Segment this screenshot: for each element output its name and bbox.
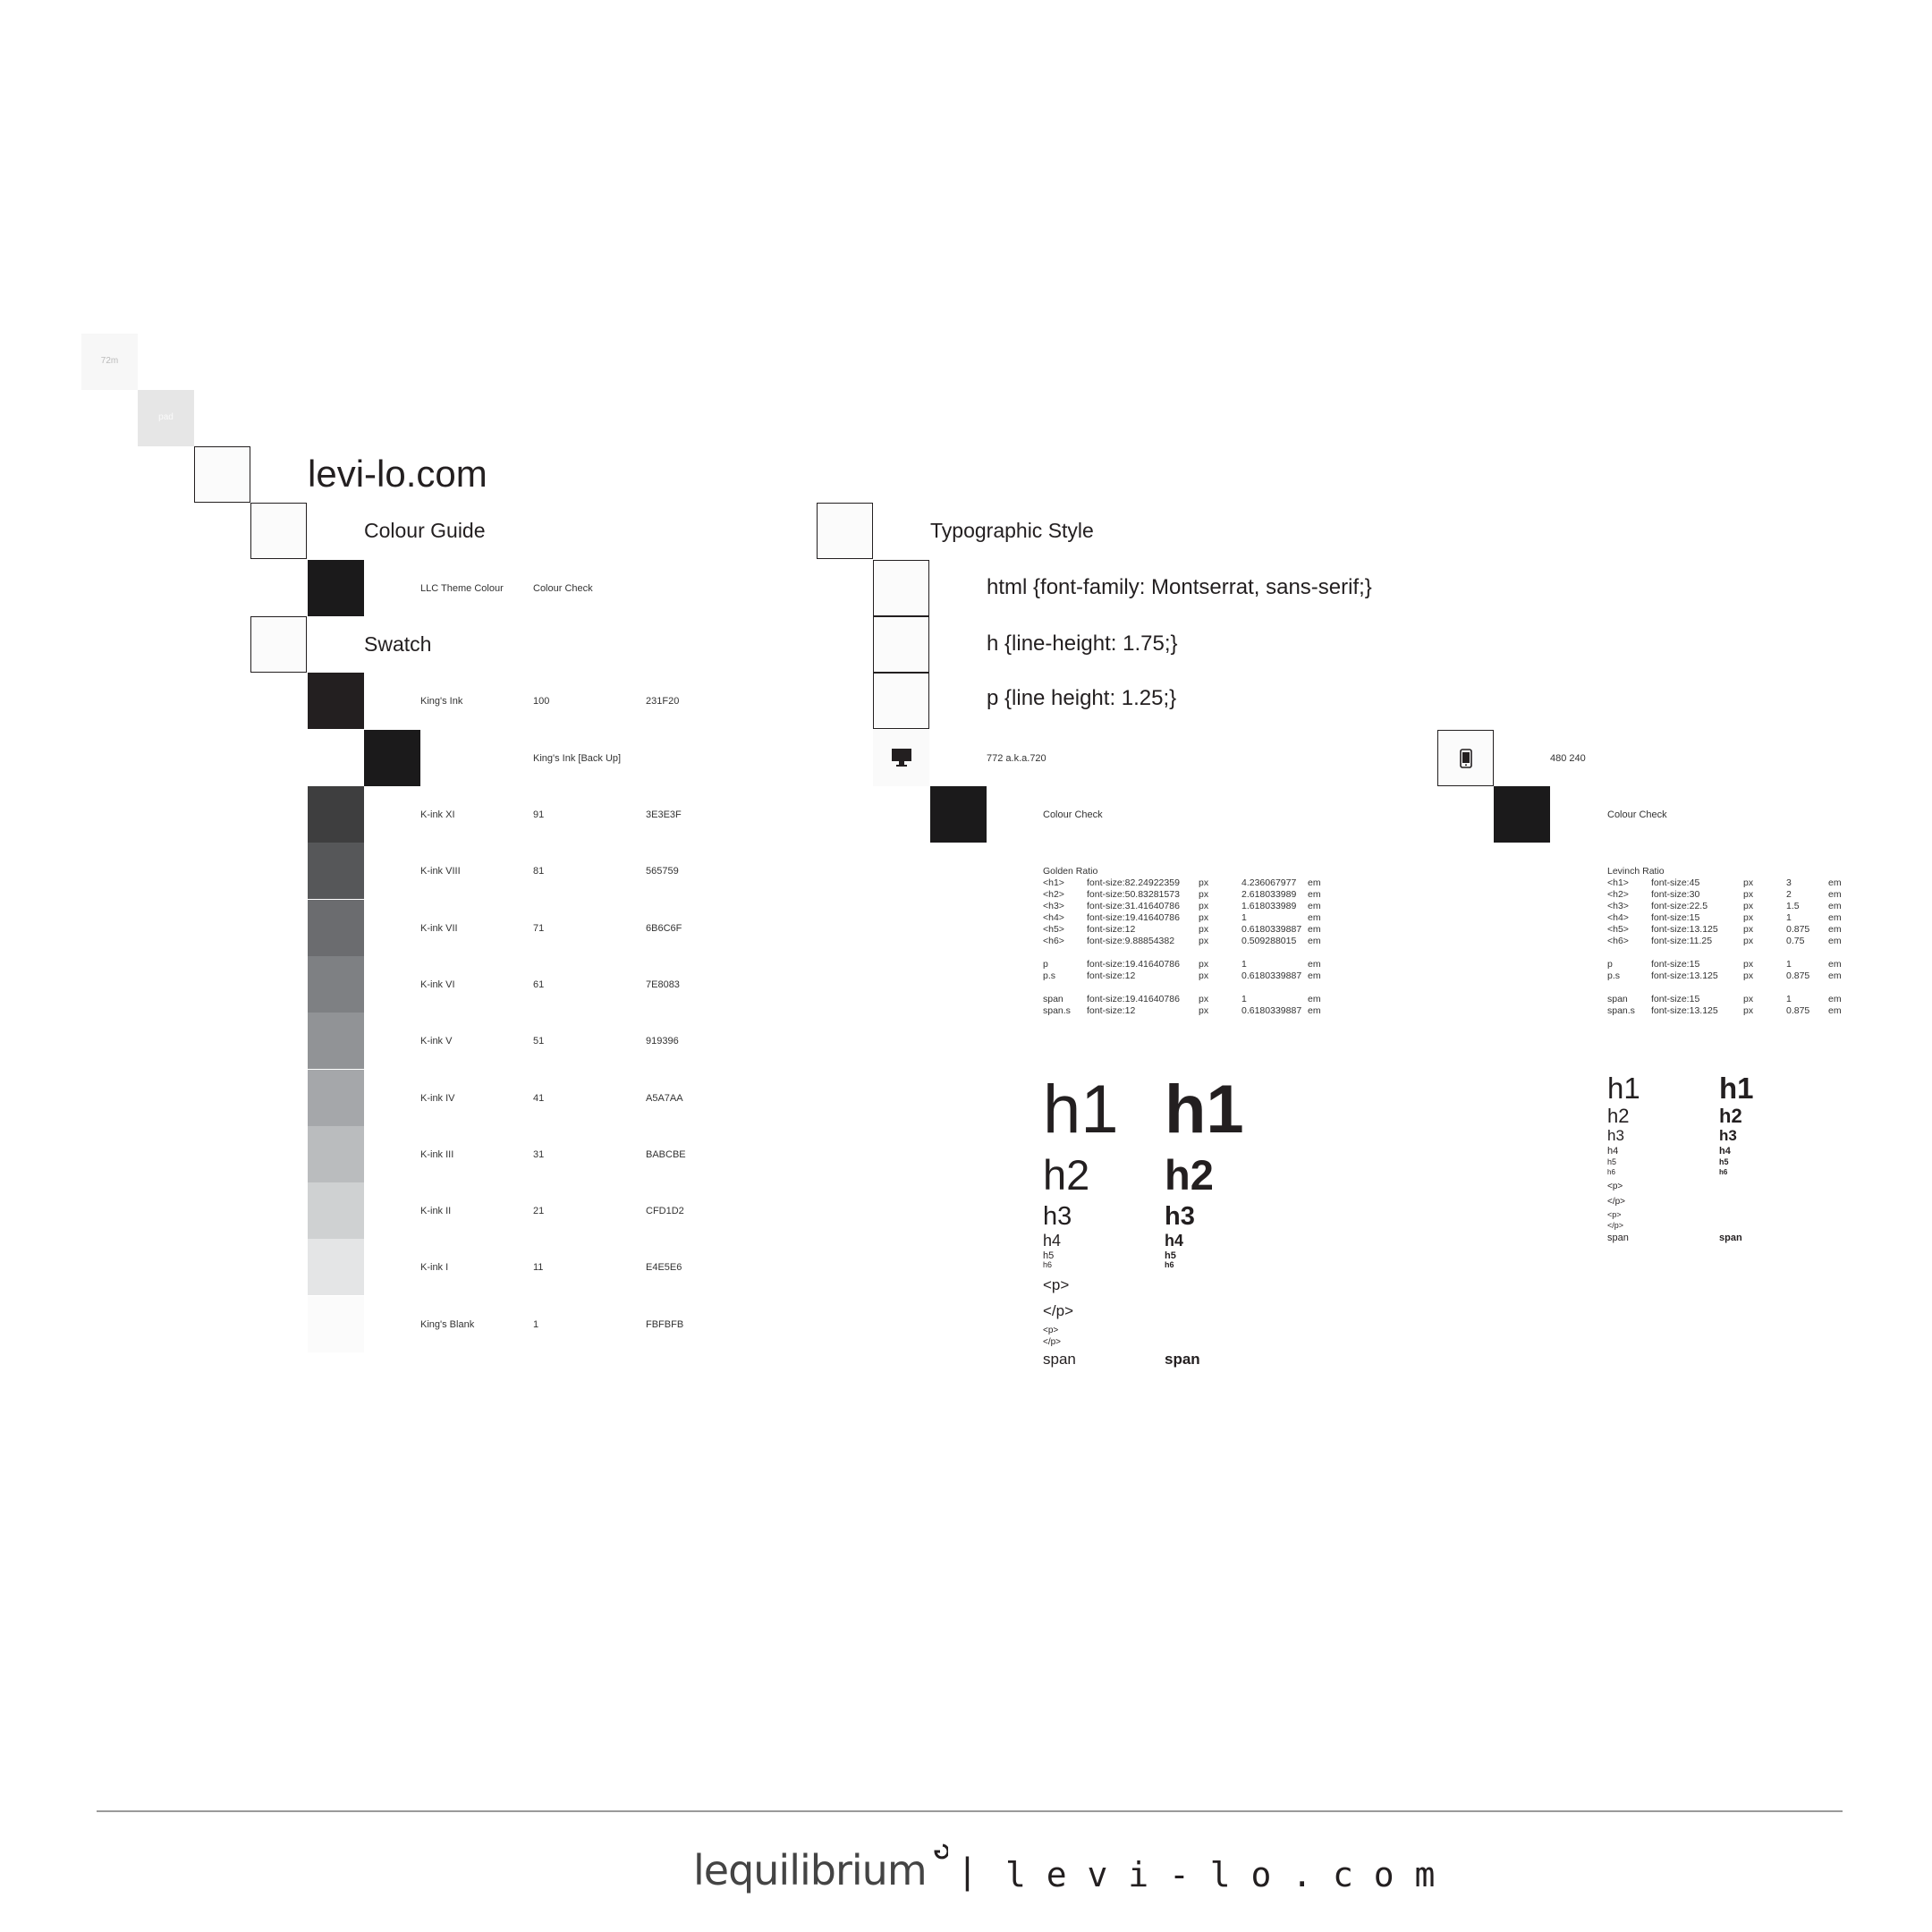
ratio-cell-size: font-size:19.41640786: [1087, 912, 1180, 923]
swatch-chip: [308, 1182, 364, 1239]
ratio-row: [1043, 970, 1338, 982]
ratio-cell-em: 2: [1786, 889, 1792, 900]
footer-brand-name: lequilibrium: [693, 1846, 927, 1894]
ratio-cell-size: font-size:30: [1651, 889, 1700, 900]
ratio-cell-em: 1: [1786, 959, 1792, 970]
ratio-cell-size: font-size:15: [1651, 959, 1700, 970]
swatch-hex: 231F20: [646, 696, 680, 707]
swatch-hex: 3E3E3F: [646, 809, 682, 820]
colour-guide-heading: Colour Guide: [364, 519, 486, 542]
mobile-phone-icon: [1460, 749, 1472, 768]
ratio-cell-emunit: em: [1828, 970, 1842, 981]
swatch-hex: 919396: [646, 1036, 679, 1047]
mobile-sample-h4-bold: h4: [1719, 1146, 1731, 1157]
golden-ratio-table: [1043, 866, 1338, 1017]
ratio-cell-tag: <h4>: [1607, 912, 1629, 923]
ratio-row: [1607, 970, 1849, 982]
ratio-cell-tag: <h6>: [1043, 936, 1064, 946]
desktop-cell: [873, 730, 929, 786]
ratio-cell-emunit: em: [1828, 936, 1842, 946]
ratio-cell-emunit: em: [1308, 924, 1321, 935]
ratio-cell-tag: p.s: [1607, 970, 1621, 981]
ratio-cell-em: 3: [1786, 877, 1792, 888]
mobile-sample-h3-bold: h3: [1719, 1127, 1737, 1144]
grid-cell-72m-label: 72m: [100, 356, 119, 366]
swatch-hex: BABCBE: [646, 1148, 686, 1160]
ratio-cell-size: font-size:45: [1651, 877, 1700, 888]
rule-marker-2: [873, 616, 929, 673]
rule-marker-3: [873, 673, 929, 729]
swatch-chip: [308, 1126, 364, 1182]
mobile-sample-h2-bold: h2: [1719, 1105, 1742, 1127]
ratio-row: [1607, 889, 1849, 901]
mobile-sample-h6-regular: h6: [1607, 1168, 1615, 1176]
ratio-cell-emunit: em: [1828, 924, 1842, 935]
desktop-sample-span-regular: span: [1043, 1351, 1076, 1368]
ratio-cell-size: font-size:13.125: [1651, 970, 1718, 981]
ratio-cell-emunit: em: [1308, 970, 1321, 981]
theme-colour-label: LLC Theme Colour: [420, 583, 504, 594]
ratio-cell-tag: <h4>: [1043, 912, 1064, 923]
ratio-row: [1607, 901, 1849, 912]
ratio-row: [1043, 889, 1338, 901]
desktop-monitor-icon: [891, 748, 912, 767]
levinch-ratio-table: [1607, 866, 1849, 1017]
desktop-sample-p-close: </p>: [1043, 1302, 1074, 1319]
mobile-sample-span-regular: span: [1607, 1233, 1629, 1243]
ratio-cell-size: font-size:19.41640786: [1087, 994, 1180, 1004]
ratio-row: [1607, 959, 1849, 970]
ratio-cell-em: 1: [1241, 959, 1247, 970]
ratio-row: [1607, 912, 1849, 924]
desktop-sample-h2-regular: h2: [1043, 1151, 1090, 1199]
ratio-row: [1043, 994, 1338, 1005]
ratio-cell-tag: <h1>: [1043, 877, 1064, 888]
ratio-cell-tag: p: [1607, 959, 1613, 970]
mobile-sample-h1-bold: h1: [1719, 1072, 1754, 1105]
swatch-value: 91: [533, 809, 545, 820]
swatch-name: K-ink VII: [420, 922, 458, 934]
rule-heading-line-height: h {line-height: 1.75;}: [987, 631, 1178, 656]
ratio-row: [1043, 959, 1338, 970]
colour-guide-marker: [250, 503, 307, 559]
footer-separator: |: [962, 1850, 972, 1892]
ratio-cell-tag: <h5>: [1607, 924, 1629, 935]
typography-marker: [817, 503, 873, 559]
ratio-cell-emunit: em: [1828, 889, 1842, 900]
ratio-cell-emunit: em: [1308, 889, 1321, 900]
ratio-cell-emunit: em: [1828, 877, 1842, 888]
ratio-cell-emunit: em: [1308, 912, 1321, 923]
ratio-cell-emunit: em: [1308, 936, 1321, 946]
desktop-sample-h6-regular: h6: [1043, 1260, 1053, 1269]
mobile-sample-h4-regular: h4: [1607, 1146, 1619, 1157]
swatch-value: 81: [533, 866, 545, 877]
swatch-name: K-ink VIII: [420, 866, 461, 877]
desktop-sample-h5-bold: h5: [1165, 1250, 1176, 1261]
ratio-cell-em: 1: [1786, 912, 1792, 923]
swatch-heading: Swatch: [364, 632, 432, 656]
desktop-sample-h1-bold: h1: [1165, 1072, 1244, 1148]
swatch-value: 61: [533, 979, 545, 990]
desktop-sample-span-bold: span: [1165, 1351, 1200, 1368]
ratio-cell-em: 0.875: [1786, 970, 1810, 981]
ratio-cell-tag: <h1>: [1607, 877, 1629, 888]
ratio-cell-size: font-size:12: [1087, 1005, 1136, 1016]
ratio-cell-size: font-size:9.88854382: [1087, 936, 1175, 946]
ratio-cell-tag: <h3>: [1043, 901, 1064, 911]
ratio-cell-tag: p.s: [1043, 970, 1056, 981]
ratio-cell-unit: px: [1199, 970, 1209, 981]
mobile-sample-h5-bold: h5: [1719, 1157, 1729, 1166]
ratio-row: [1043, 1005, 1338, 1017]
ratio-cell-size: font-size:15: [1651, 994, 1700, 1004]
swatch-chip: [308, 1239, 364, 1295]
ratio-cell-unit: px: [1199, 1005, 1209, 1016]
ratio-cell-unit: px: [1743, 959, 1754, 970]
ratio-cell-emunit: em: [1308, 877, 1321, 888]
backup-ink-chip: [364, 730, 420, 786]
mobile-colour-check-chip: [1494, 786, 1550, 843]
ratio-cell-emunit: em: [1308, 1005, 1321, 1016]
swatch-hex: 6B6C6F: [646, 922, 682, 934]
ratio-cell-emunit: em: [1828, 1005, 1842, 1016]
ratio-cell-em: 0.875: [1786, 1005, 1810, 1016]
swatch-name: K-ink V: [420, 1036, 453, 1047]
ratio-cell-unit: px: [1199, 959, 1209, 970]
ratio-row: [1607, 994, 1849, 1005]
ratio-cell-size: font-size:13.125: [1651, 924, 1718, 935]
swatch-value: 51: [533, 1036, 545, 1047]
swatch-name: K-ink XI: [420, 809, 455, 820]
ratio-row: [1607, 924, 1849, 936]
ratio-cell-em: 1: [1241, 912, 1247, 923]
swatch-hex: FBFBFB: [646, 1318, 684, 1330]
swatch-name: K-ink IV: [420, 1092, 455, 1104]
ratio-row: [1043, 912, 1338, 924]
swatch-chip: [308, 786, 364, 843]
ratio-cell-tag: <h2>: [1607, 889, 1629, 900]
swatch-chip: [308, 956, 364, 1013]
ratio-cell-emunit: em: [1308, 901, 1321, 911]
swatch-chip: [308, 1296, 364, 1352]
ratio-cell-em: 1: [1786, 994, 1792, 1004]
mobile-sample-span-bold: span: [1719, 1233, 1742, 1243]
mobile-sample-h3-regular: h3: [1607, 1127, 1624, 1144]
backup-ink-label: King's Ink [Back Up]: [533, 753, 622, 764]
ratio-cell-tag: span: [1043, 994, 1063, 1004]
footer-divider: [97, 1810, 1843, 1812]
ratio-cell-unit: px: [1199, 912, 1209, 923]
ratio-cell-tag: <h6>: [1607, 936, 1629, 946]
ratio-cell-unit: px: [1743, 889, 1754, 900]
ratio-cell-unit: px: [1199, 924, 1209, 935]
swatch-name: King's Blank: [420, 1318, 475, 1330]
ratio-row: [1607, 936, 1849, 947]
ratio-cell-size: font-size:31.41640786: [1087, 901, 1180, 911]
swatch-chip: [308, 900, 364, 956]
ratio-cell-size: font-size:12: [1087, 970, 1136, 981]
grid-cell-pad: [138, 390, 194, 446]
ratio-cell-tag: span: [1607, 994, 1628, 1004]
brand-mark-icon: [932, 1843, 948, 1860]
ratio-cell-unit: px: [1743, 936, 1754, 946]
mobile-sample-ps-close: </p>: [1607, 1221, 1624, 1230]
ratio-cell-unit: px: [1199, 889, 1209, 900]
swatch-value: 31: [533, 1148, 545, 1160]
ratio-cell-em: 0.75: [1786, 936, 1805, 946]
swatch-value: 11: [533, 1262, 544, 1274]
ratio-cell-size: font-size:82.24922359: [1087, 877, 1180, 888]
ratio-cell-unit: px: [1743, 924, 1754, 935]
swatch-value: 100: [533, 696, 550, 707]
ratio-cell-unit: px: [1743, 901, 1754, 911]
ratio-row: [1607, 1005, 1849, 1017]
mobile-sample-p-close: </p>: [1607, 1197, 1626, 1207]
ratio-cell-tag: <h3>: [1607, 901, 1629, 911]
desktop-sample-h6-bold: h6: [1165, 1260, 1174, 1269]
footer-brand: [693, 1846, 946, 1894]
ratio-cell-size: font-size:13.125: [1651, 1005, 1718, 1016]
mobile-cell: [1437, 730, 1494, 786]
ratio-cell-size: font-size:22.5: [1651, 901, 1708, 911]
swatch-chip: [308, 1013, 364, 1069]
swatch-hex: 7E8083: [646, 979, 680, 990]
ratio-cell-emunit: em: [1308, 994, 1321, 1004]
ratio-cell-em: 1: [1241, 994, 1247, 1004]
desktop-sample-h3-regular: h3: [1043, 1202, 1072, 1231]
typography-heading: Typographic Style: [930, 519, 1094, 542]
rule-font-family: html {font-family: Montserrat, sans-serif;}: [987, 575, 1372, 599]
theme-colour-chip: [308, 560, 364, 616]
mobile-sample-h5-regular: h5: [1607, 1157, 1617, 1166]
swatch-name: K-ink III: [420, 1148, 454, 1160]
swatch-value: 71: [533, 922, 545, 934]
ratio-cell-emunit: em: [1828, 901, 1842, 911]
ratio-cell-unit: px: [1743, 1005, 1754, 1016]
swatch-marker: [250, 616, 307, 673]
ratio-cell-size: font-size:12: [1087, 924, 1136, 935]
desktop-sample-h3-bold: h3: [1165, 1202, 1195, 1231]
ratio-cell-em: 1.618033989: [1241, 901, 1297, 911]
swatch-chip: [308, 1070, 364, 1126]
ratio-cell-unit: px: [1199, 901, 1209, 911]
ratio-cell-em: 0.6180339887: [1241, 1005, 1302, 1016]
ratio-cell-size: font-size:50.83281573: [1087, 889, 1180, 900]
ratio-row: [1043, 901, 1338, 912]
ratio-cell-unit: px: [1199, 994, 1209, 1004]
swatch-hex: 565759: [646, 866, 679, 877]
grid-cell-pad-label: pad: [158, 412, 174, 422]
ratio-cell-emunit: em: [1828, 959, 1842, 970]
swatch-value: 41: [533, 1092, 545, 1104]
ratio-title: Levinch Ratio: [1607, 866, 1665, 877]
ratio-cell-em: 1.5: [1786, 901, 1800, 911]
ratio-cell-emunit: em: [1828, 994, 1842, 1004]
ratio-cell-size: font-size:15: [1651, 912, 1700, 923]
desktop-sample-ps-open: <p>: [1043, 1326, 1059, 1335]
mobile-size-label: 480 240: [1550, 753, 1586, 764]
ratio-cell-tag: span.s: [1607, 1005, 1635, 1016]
desktop-colour-check-label: Colour Check: [1043, 809, 1103, 820]
rule-paragraph-line-height: p {line height: 1.25;}: [987, 686, 1177, 710]
ratio-cell-unit: px: [1743, 912, 1754, 923]
swatch-name: K-ink I: [420, 1262, 449, 1274]
desktop-sample-h4-bold: h4: [1165, 1232, 1184, 1250]
mobile-sample-h6-bold: h6: [1719, 1168, 1728, 1176]
desktop-size-label: 772 a.k.a.720: [987, 753, 1046, 764]
mobile-sample-h1-regular: h1: [1607, 1072, 1640, 1105]
ratio-cell-unit: px: [1199, 877, 1209, 888]
ratio-title: Golden Ratio: [1043, 866, 1098, 877]
swatch-hex: E4E5E6: [646, 1262, 682, 1274]
ratio-cell-em: 0.6180339887: [1241, 970, 1302, 981]
ratio-cell-em: 4.236067977: [1241, 877, 1297, 888]
ratio-cell-tag: <h5>: [1043, 924, 1064, 935]
footer-site: l e v i - l o . c o m: [1005, 1855, 1436, 1894]
ratio-cell-em: 0.6180339887: [1241, 924, 1302, 935]
ratio-cell-emunit: em: [1828, 912, 1842, 923]
ratio-row: [1043, 924, 1338, 936]
mobile-sample-ps-open: <p>: [1607, 1210, 1622, 1219]
ratio-cell-unit: px: [1199, 936, 1209, 946]
ratio-cell-size: font-size:11.25: [1651, 936, 1713, 946]
swatch-hex: A5A7AA: [646, 1092, 683, 1104]
swatch-name: K-ink VI: [420, 979, 455, 990]
swatch-chip: [308, 673, 364, 729]
mobile-colour-check-label: Colour Check: [1607, 809, 1667, 820]
ratio-cell-em: 0.875: [1786, 924, 1810, 935]
desktop-sample-ps-close: </p>: [1043, 1337, 1062, 1347]
ratio-row: [1607, 877, 1849, 889]
desktop-colour-check-chip: [930, 786, 987, 843]
desktop-sample-h4-regular: h4: [1043, 1232, 1062, 1250]
title-marker: [194, 446, 250, 503]
mobile-sample-h2-regular: h2: [1607, 1105, 1630, 1127]
swatch-value: 1: [533, 1318, 539, 1330]
colour-check-label: Colour Check: [533, 583, 593, 594]
desktop-sample-p-open: <p>: [1043, 1276, 1070, 1293]
ratio-cell-em: 0.509288015: [1241, 936, 1297, 946]
swatch-name: K-ink II: [420, 1206, 452, 1217]
swatch-hex: CFD1D2: [646, 1206, 684, 1217]
ratio-cell-unit: px: [1743, 994, 1754, 1004]
rule-marker-1: [873, 560, 929, 616]
ratio-cell-size: font-size:19.41640786: [1087, 959, 1180, 970]
ratio-cell-em: 2.618033989: [1241, 889, 1297, 900]
ratio-cell-unit: px: [1743, 970, 1754, 981]
grid-cell-72m: [81, 334, 138, 390]
ratio-cell-tag: p: [1043, 959, 1048, 970]
desktop-sample-h1-regular: h1: [1043, 1072, 1119, 1148]
site-title: levi-lo.com: [308, 453, 487, 495]
desktop-sample-h2-bold: h2: [1165, 1151, 1214, 1199]
ratio-cell-unit: px: [1743, 877, 1754, 888]
mobile-sample-p-open: <p>: [1607, 1182, 1623, 1191]
ratio-cell-tag: <h2>: [1043, 889, 1064, 900]
swatch-chip: [308, 843, 364, 899]
desktop-sample-h5-regular: h5: [1043, 1250, 1055, 1261]
swatch-name: King's Ink: [420, 696, 463, 707]
ratio-row: [1043, 877, 1338, 889]
ratio-row: [1043, 936, 1338, 947]
ratio-cell-tag: span.s: [1043, 1005, 1071, 1016]
ratio-cell-emunit: em: [1308, 959, 1321, 970]
swatch-value: 21: [533, 1206, 545, 1217]
